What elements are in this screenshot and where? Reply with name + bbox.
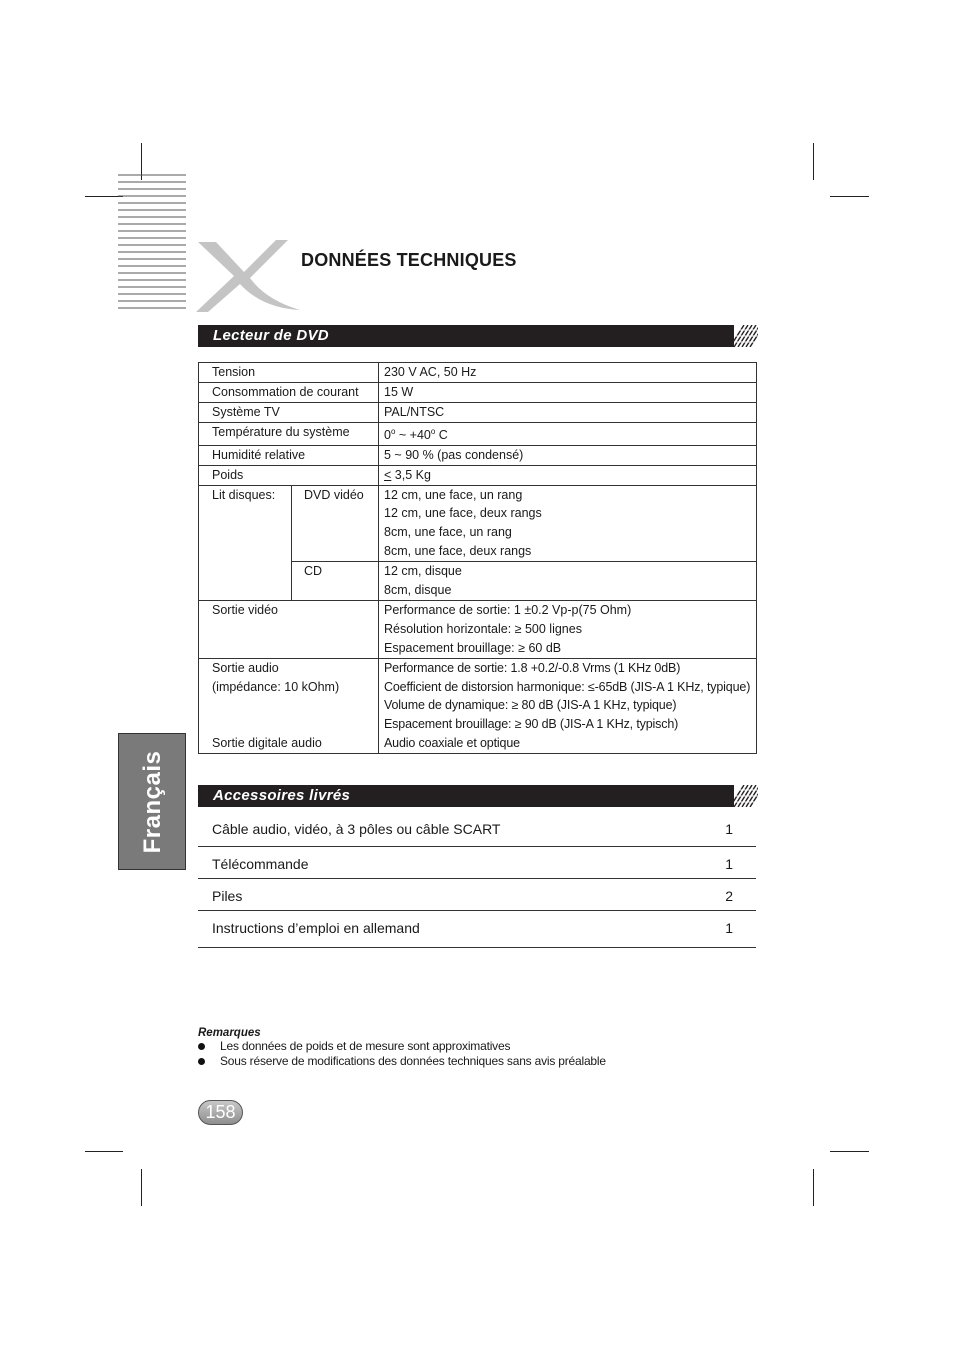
table-row bbox=[199, 658, 757, 753]
spec-label bbox=[212, 696, 378, 715]
spec-value: 15 W bbox=[379, 382, 757, 402]
hatch-pattern-icon bbox=[734, 325, 758, 347]
spec-label-list bbox=[199, 658, 379, 753]
accessory-name: Instructions d’emploi en allemand bbox=[212, 920, 420, 936]
spec-value-list bbox=[379, 562, 757, 601]
crop-mark-bottom-right-vertical bbox=[813, 1169, 814, 1206]
degree-mark: o bbox=[390, 426, 396, 436]
crop-mark-bottom-left-vertical bbox=[141, 1169, 142, 1206]
table-row bbox=[199, 382, 757, 402]
degree-mark: o bbox=[430, 426, 436, 436]
section-title-accessories: Accessoires livrés bbox=[213, 787, 351, 804]
spec-value bbox=[379, 422, 757, 445]
hatch-pattern-icon bbox=[734, 785, 758, 807]
spec-label: Température du système bbox=[199, 422, 379, 445]
remarks-heading: Remarques bbox=[198, 1027, 261, 1039]
accessory-qty: 1 bbox=[725, 920, 733, 936]
crop-mark-top-right-horizontal bbox=[830, 196, 869, 197]
spec-label: Système TV bbox=[199, 402, 379, 422]
remark-item: Sous réserve de modifications des données techniques sans avis préalable bbox=[198, 1054, 606, 1069]
page-title: DONNÉES TECHNIQUES bbox=[301, 250, 517, 270]
spec-value: Performance de sortie: 1 ±0.2 Vp-p(75 Ohm) bbox=[384, 602, 632, 617]
spec-value: 230 V AC, 50 Hz bbox=[379, 363, 757, 383]
spec-value-list bbox=[379, 658, 757, 753]
list-item bbox=[198, 911, 756, 948]
temp-max: ~ +40 bbox=[395, 427, 431, 442]
temp-unit: C bbox=[435, 427, 448, 442]
language-label: Français bbox=[139, 750, 166, 854]
spec-value: Espacement brouillage: ≥ 90 dB (JIS-A 1 KHz, typisch) bbox=[384, 717, 679, 732]
spec-value: 8cm, une face, deux rangs bbox=[384, 544, 532, 559]
xoro-x-logo-icon bbox=[196, 238, 300, 312]
spec-value: Performance de sortie: 1.8 +0.2/-0.8 Vrms (1 KHz 0dB) bbox=[384, 660, 681, 675]
list-item bbox=[198, 847, 756, 879]
table-row bbox=[199, 465, 757, 485]
spec-value: PAL/NTSC bbox=[379, 402, 757, 422]
list-item bbox=[198, 812, 756, 847]
spec-label: Sortie digitale audio bbox=[212, 736, 322, 751]
spec-value: 8cm, disque bbox=[384, 583, 452, 598]
spec-value: 8cm, une face, un rang bbox=[384, 525, 512, 540]
accessory-qty: 2 bbox=[725, 888, 733, 904]
table-row bbox=[199, 402, 757, 422]
spec-value-list bbox=[379, 600, 757, 658]
spec-label: Sortie vidéo bbox=[199, 600, 379, 658]
spec-value bbox=[379, 465, 757, 485]
table-row bbox=[199, 422, 757, 445]
crop-mark-bottom-right-horizontal bbox=[830, 1151, 869, 1152]
spec-value: Volume de dynamique: ≥ 80 dB (JIS-A 1 KHz, typique) bbox=[384, 698, 677, 713]
list-item bbox=[198, 879, 756, 911]
language-tab bbox=[118, 733, 186, 870]
spec-value: Audio coaxiale et optique bbox=[384, 736, 520, 751]
spec-value: 12 cm, une face, un rang bbox=[384, 487, 523, 502]
table-row bbox=[199, 600, 757, 658]
accessory-qty: 1 bbox=[725, 856, 733, 872]
spec-value: 5 ~ 90 % (pas condensé) bbox=[379, 445, 757, 465]
spec-value: Espacement brouillage: ≥ 60 dB bbox=[384, 640, 562, 655]
spec-label: Tension bbox=[199, 363, 379, 383]
crop-mark-bottom-left-horizontal bbox=[85, 1151, 123, 1152]
stripes-graphic bbox=[118, 174, 186, 314]
table-row bbox=[199, 363, 757, 383]
section-bar-accessories bbox=[198, 785, 758, 807]
spec-table bbox=[198, 362, 757, 754]
remarks bbox=[198, 1027, 606, 1068]
accessory-qty: 1 bbox=[725, 821, 733, 837]
spec-sublabel: DVD vidéo bbox=[292, 485, 379, 562]
temp-min: 0 bbox=[384, 427, 391, 442]
spec-value: 12 cm, une face, deux rangs bbox=[384, 506, 542, 521]
spec-value: Coefficient de distorsion harmonique: ≤-65dB (JIS-A 1 KHz, typique) bbox=[384, 679, 751, 694]
spec-value: Résolution horizontale: ≥ 500 lignes bbox=[384, 621, 582, 636]
spec-label: Humidité relative bbox=[199, 445, 379, 465]
crop-mark-top-right-vertical bbox=[813, 143, 814, 180]
spec-label: Sortie audio bbox=[212, 660, 279, 675]
accessory-name: Câble audio, vidéo, à 3 pôles ou câble SCART bbox=[212, 821, 501, 837]
page-number: 158 bbox=[198, 1100, 243, 1125]
spec-label: Consommation de courant bbox=[199, 382, 379, 402]
spec-value-list bbox=[379, 485, 757, 562]
weight-value: 3,5 Kg bbox=[391, 467, 431, 482]
spec-label: (impédance: 10 kOhm) bbox=[212, 679, 340, 694]
section-title-dvd: Lecteur de DVD bbox=[213, 327, 329, 344]
remark-item: Les données de poids et de mesure sont approximatives bbox=[198, 1039, 606, 1054]
decorative-stripes bbox=[118, 174, 186, 314]
spec-sublabel: CD bbox=[292, 562, 379, 601]
accessory-name: Télécommande bbox=[212, 856, 309, 872]
accessory-name: Piles bbox=[212, 888, 243, 904]
accessories-list bbox=[198, 812, 756, 948]
spec-label: Poids bbox=[199, 465, 379, 485]
weight-symbol: < bbox=[384, 467, 392, 482]
spec-label bbox=[212, 715, 378, 734]
spec-value: 12 cm, disque bbox=[384, 564, 462, 579]
table-row bbox=[199, 485, 757, 562]
table-row bbox=[199, 445, 757, 465]
section-bar-dvd bbox=[198, 325, 758, 347]
spec-label: Lit disques: bbox=[199, 485, 292, 600]
